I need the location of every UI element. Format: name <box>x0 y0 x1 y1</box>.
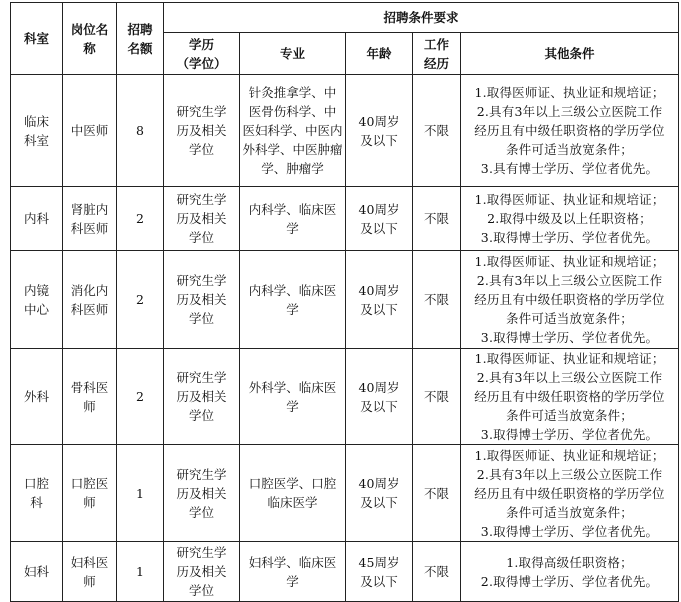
cell-age: 40周岁 及以下 <box>346 75 413 187</box>
cell-major: 口腔医学、口腔 临床医学 <box>240 445 346 542</box>
other-line: 1.取得医师证、执业证和规培证； <box>474 192 665 207</box>
other-line: 2.具有3年以上三级公立医院工作 <box>476 370 663 385</box>
other-line: 1.取得医师证、执业证和规培证； <box>474 254 665 269</box>
other-line: 2.具有3年以上三级公立医院工作 <box>476 466 663 482</box>
cell-department: 外科 <box>11 349 63 445</box>
table-row <box>11 445 679 542</box>
other-line: 1.取得医师证、执业证和规培证； <box>474 351 665 366</box>
other-line: 条件可适当放宽条件； <box>506 142 634 157</box>
cell-other <box>461 187 679 251</box>
cell-other <box>461 75 679 187</box>
cell-department: 口腔 科 <box>11 445 63 542</box>
header-row-top <box>11 3 679 33</box>
cell-position: 口腔医 师 <box>63 445 117 542</box>
cell-position: 妇科医 师 <box>63 542 117 602</box>
cell-position: 消化内 科医师 <box>63 251 117 349</box>
cell-age: 40周岁 及以下 <box>346 445 413 542</box>
other-line: 经历且有中级任职资格的学历学位 <box>474 389 665 404</box>
header-education: 学历 （学位） <box>164 33 240 75</box>
header-age: 年龄 <box>346 33 413 75</box>
recruitment-table <box>10 2 679 602</box>
cell-position: 肾脏内 科医师 <box>63 187 117 251</box>
cell-department: 内科 <box>11 187 63 251</box>
table-row <box>11 542 679 602</box>
cell-education: 研究生学 历及相关 学位 <box>164 349 240 445</box>
other-line: 经历且有中级任职资格的学历学位 <box>474 485 665 501</box>
cell-age: 40周岁 及以下 <box>346 251 413 349</box>
other-line: 经历且有中级任职资格的学历学位 <box>474 123 665 138</box>
cell-education: 研究生学 历及相关 学位 <box>164 542 240 602</box>
cell-experience: 不限 <box>413 187 461 251</box>
cell-position: 中医师 <box>63 75 117 187</box>
cell-other <box>461 445 679 542</box>
cell-position: 骨科医 师 <box>63 349 117 445</box>
table-row <box>11 251 679 349</box>
cell-quota: 1 <box>117 445 164 542</box>
other-line: 2.取得博士学历、学位者优先。 <box>480 573 659 589</box>
cell-experience: 不限 <box>413 251 461 349</box>
header-major: 专业 <box>240 33 346 75</box>
cell-quota: 2 <box>117 187 164 251</box>
cell-quota: 8 <box>117 75 164 187</box>
cell-quota: 2 <box>117 349 164 445</box>
other-line: 条件可适当放宽条件； <box>506 504 634 520</box>
other-line: 1.取得高级任职资格； <box>506 554 633 570</box>
other-line: 3.具有博士学历、学位者优先。 <box>480 161 659 176</box>
cell-major: 针灸推拿学、中 医骨伤科学、中 医妇科学、中医内 外科学、中医肿瘤 学、肿瘤学 <box>240 75 346 187</box>
cell-department: 妇科 <box>11 542 63 602</box>
other-line: 经历且有中级任职资格的学历学位 <box>474 292 665 307</box>
header-quota: 招聘 名额 <box>117 3 164 75</box>
other-line: 2.具有3年以上三级公立医院工作 <box>476 104 663 119</box>
other-line: 1.取得医师证、执业证和规培证； <box>474 85 665 100</box>
cell-quota: 2 <box>117 251 164 349</box>
cell-experience: 不限 <box>413 542 461 602</box>
other-line: 3.取得博士学历、学位者优先。 <box>480 427 659 442</box>
cell-department: 临床 科室 <box>11 75 63 187</box>
cell-education: 研究生学 历及相关 学位 <box>164 75 240 187</box>
cell-other <box>461 542 679 602</box>
cell-quota: 1 <box>117 542 164 602</box>
table-row <box>11 187 679 251</box>
other-line: 条件可适当放宽条件； <box>506 408 634 423</box>
cell-other <box>461 251 679 349</box>
table-row <box>11 75 679 187</box>
header-position: 岗位名 称 <box>63 3 117 75</box>
other-line: 1.取得医师证、执业证和规培证； <box>474 447 665 463</box>
header-experience: 工作 经历 <box>413 33 461 75</box>
cell-major: 内科学、临床医 学 <box>240 251 346 349</box>
header-other: 其他条件 <box>461 33 679 75</box>
cell-age: 40周岁 及以下 <box>346 349 413 445</box>
cell-experience: 不限 <box>413 445 461 542</box>
cell-age: 45周岁 及以下 <box>346 542 413 602</box>
header-department: 科室 <box>11 3 63 75</box>
cell-department: 内镜 中心 <box>11 251 63 349</box>
cell-age: 40周岁 及以下 <box>346 187 413 251</box>
other-line: 2.取得中级及以上任职资格； <box>487 211 652 226</box>
cell-education: 研究生学 历及相关 学位 <box>164 251 240 349</box>
other-line: 条件可适当放宽条件； <box>506 311 634 326</box>
header-requirements: 招聘条件要求 <box>164 3 679 33</box>
cell-other <box>461 349 679 445</box>
other-line: 3.取得博士学历、学位者优先。 <box>480 330 659 345</box>
other-line: 2.具有3年以上三级公立医院工作 <box>476 273 663 288</box>
cell-experience: 不限 <box>413 349 461 445</box>
cell-major: 外科学、临床医 学 <box>240 349 346 445</box>
table-row <box>11 349 679 445</box>
cell-experience: 不限 <box>413 75 461 187</box>
cell-education: 研究生学 历及相关 学位 <box>164 445 240 542</box>
other-line: 3.取得博士学历、学位者优先。 <box>480 230 659 245</box>
cell-major: 内科学、临床医 学 <box>240 187 346 251</box>
cell-major: 妇科学、临床医 学 <box>240 542 346 602</box>
other-line: 3.取得博士学历、学位者优先。 <box>480 523 659 539</box>
cell-education: 研究生学 历及相关 学位 <box>164 187 240 251</box>
